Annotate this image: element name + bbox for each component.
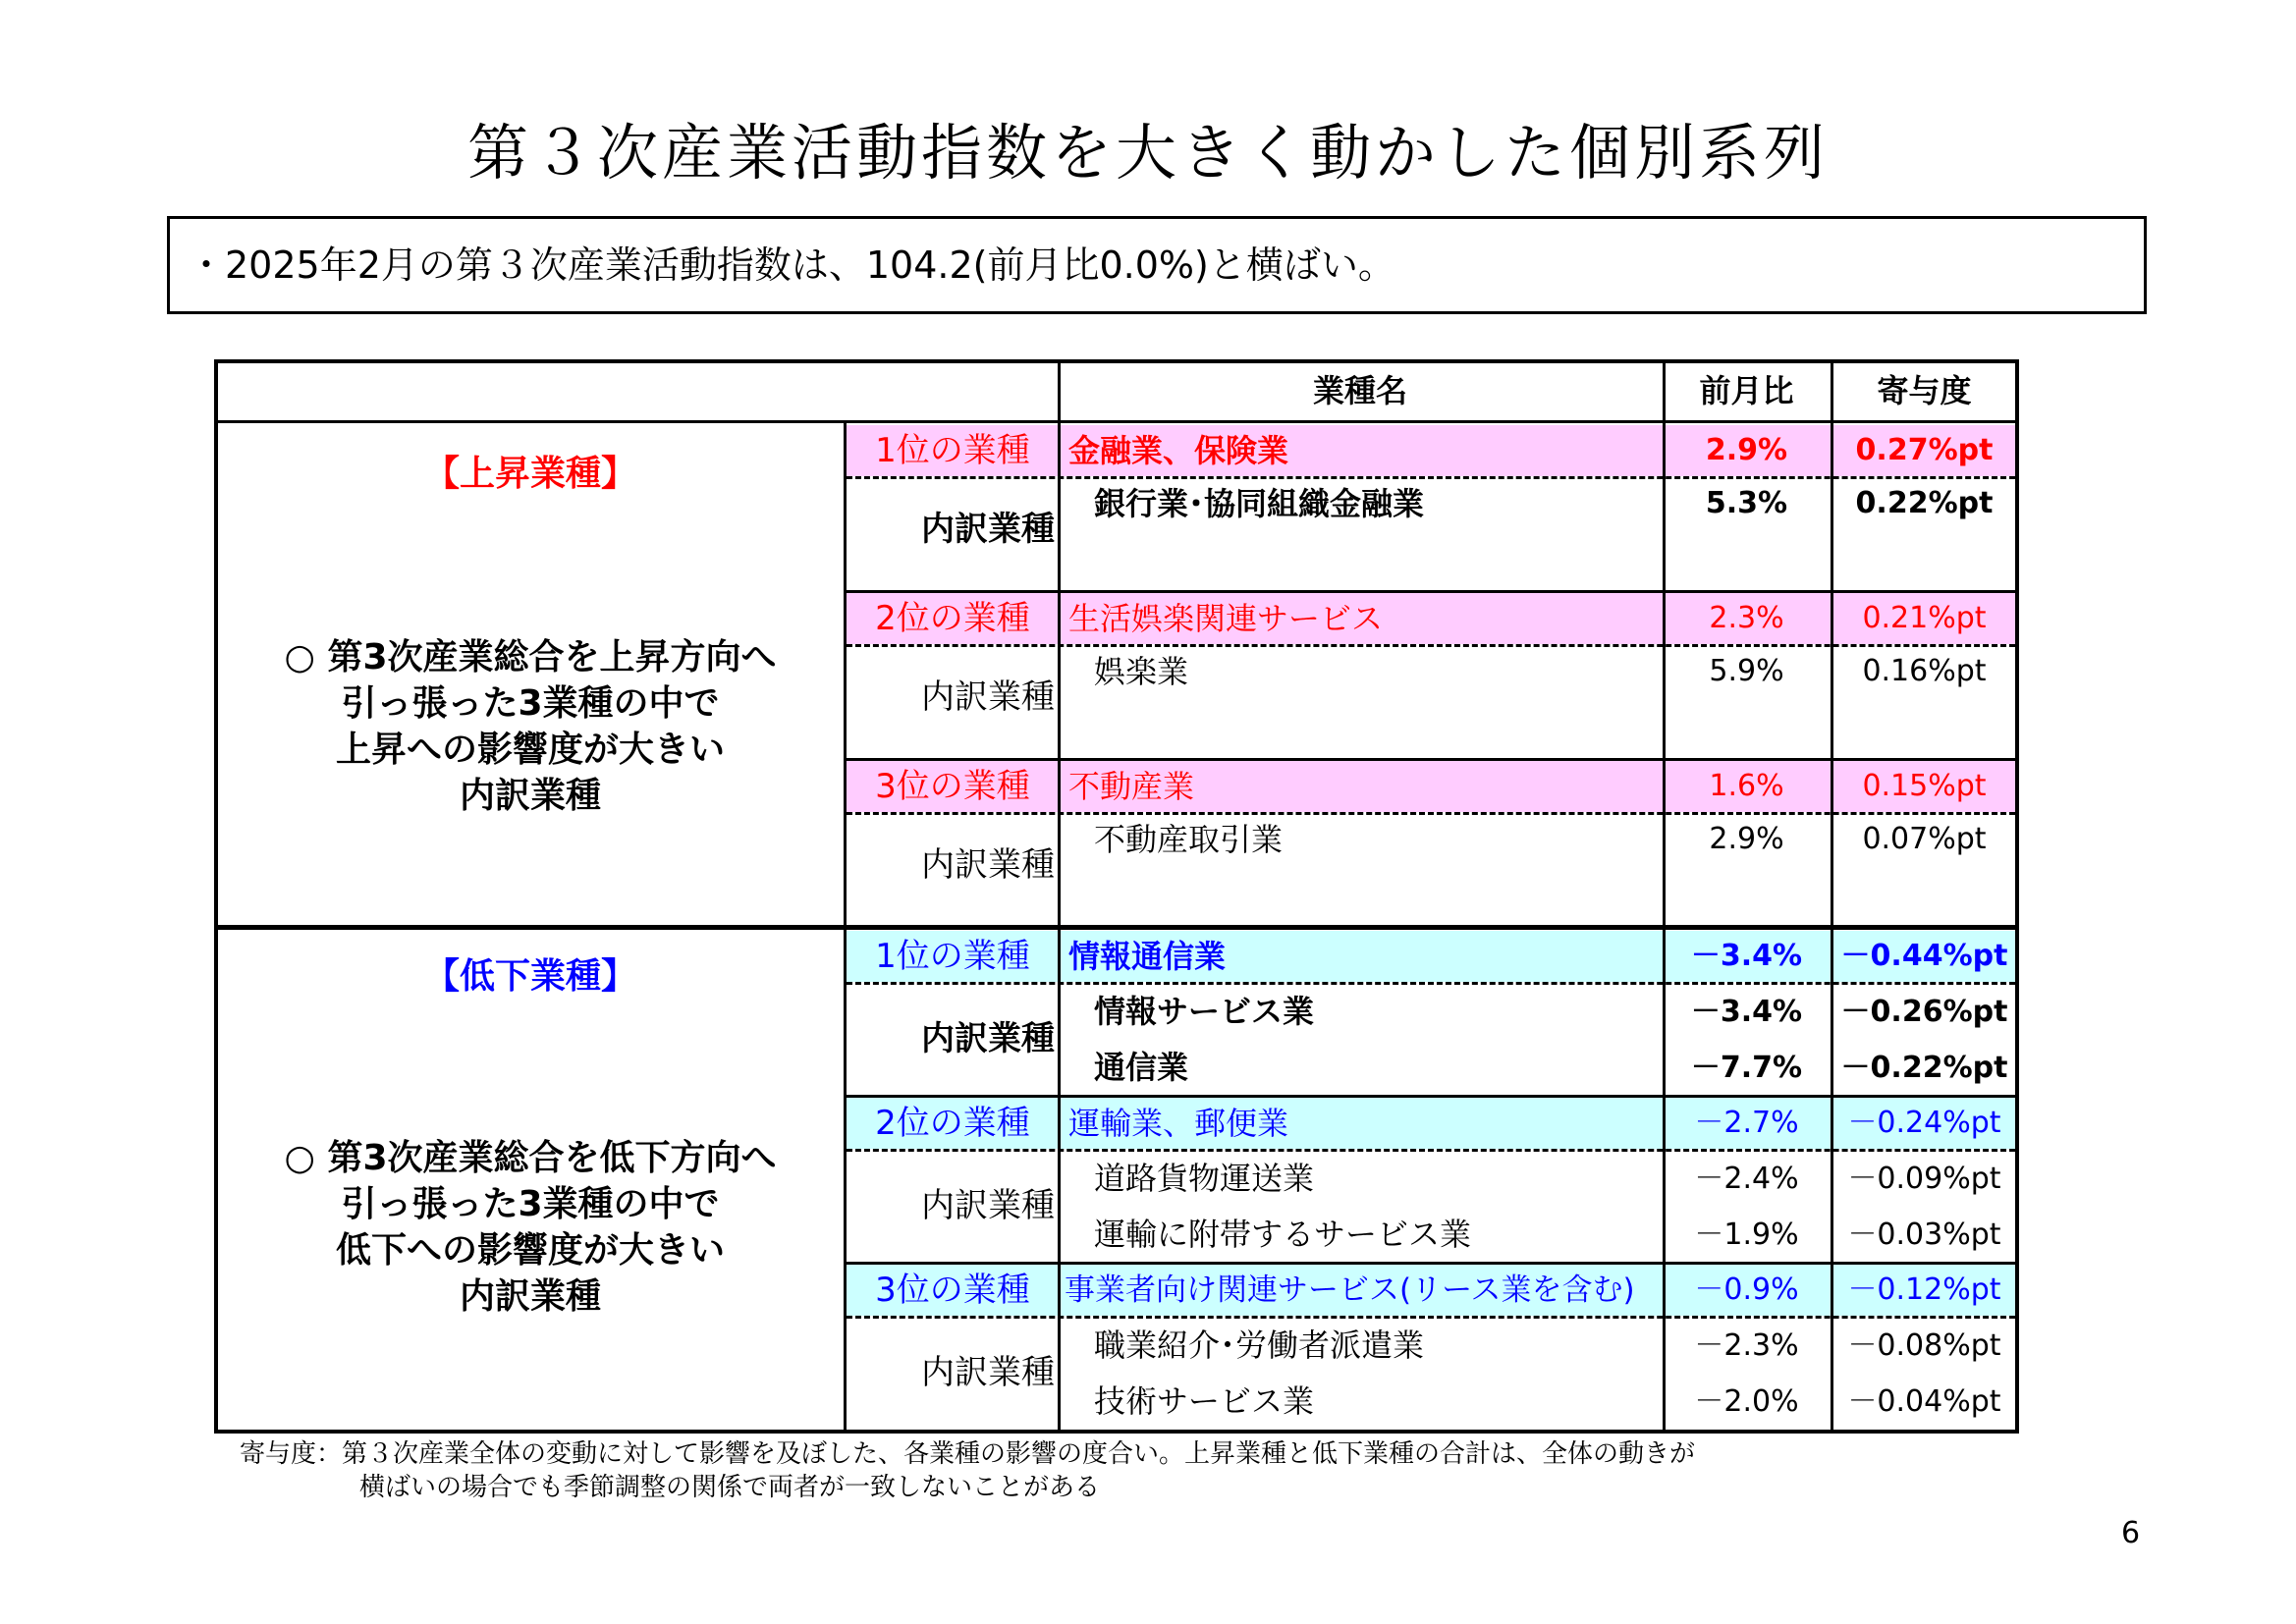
- rise-rank1-label: 1位の業種: [875, 431, 1030, 470]
- rise-section-title: 【上昇業種】: [423, 454, 636, 494]
- fall-section-description: ○ 第3次産業総合を低下方向へ 引っ張った3業種の中で 低下への影響度が大きい 内訳業種: [284, 1138, 777, 1317]
- rise-rank2-sub1-mom: 5.9%: [1709, 654, 1784, 688]
- table-rule: [847, 476, 2015, 479]
- footnote-line-1: 寄与度：第３次産業全体の変動に対して影響を及ぼした、各業種の影響の度合い。上昇業種と低下業種の合計は、全体の動きが: [240, 1439, 1696, 1469]
- rise-rank2-sub1-contribution: 0.16%pt: [1862, 654, 1987, 688]
- fall-rank2-industry: 運輸業、郵便業: [1068, 1105, 1289, 1142]
- rise-rank3-mom: 1.6%: [1709, 769, 1784, 803]
- table-rule: [847, 1095, 2015, 1098]
- summary-text: ・2025年2月の第３次産業活動指数は、104.2(前月比0.0%)と横ばい。: [188, 244, 1395, 287]
- fall-rank1-mom: －3.4%: [1690, 939, 1803, 973]
- fall-section-title: 【低下業種】: [423, 956, 636, 997]
- header-industry: 業種名: [1312, 372, 1407, 409]
- fall-rank2-sub-label: 内訳業種: [921, 1186, 1055, 1225]
- fall-rank3-sub2-contribution: －0.04%pt: [1847, 1384, 2001, 1419]
- rise-rank1-sub1-mom: 5.3%: [1705, 486, 1788, 520]
- rise-rank1-mom: 2.9%: [1705, 433, 1788, 467]
- table-rule: [218, 420, 2015, 423]
- fall-rank2-sub1-contribution: －0.09%pt: [1847, 1162, 2001, 1196]
- rise-section-description: ○ 第3次産業総合を上昇方向へ 引っ張った3業種の中で 上昇への影響度が大きい 内訳業種: [284, 637, 777, 816]
- fall-rank3-sub-label: 内訳業種: [921, 1353, 1055, 1392]
- fall-rank3-sub1-mom: －2.3%: [1694, 1328, 1799, 1363]
- table-rule: [1663, 363, 1666, 1430]
- fall-rank3-sub1-contribution: －0.08%pt: [1847, 1328, 2001, 1363]
- rise-rank2-sub1-name: 娯楽業: [1094, 653, 1189, 690]
- summary-box: [167, 216, 2147, 314]
- rise-rank2-industry: 生活娯楽関連サービス: [1068, 600, 1384, 637]
- fall-rank3-industry: 事業者向け関連サービス(リース業を含む): [1065, 1272, 1635, 1308]
- table-rule: [1058, 363, 1061, 1430]
- header-contribution: 寄与度: [1877, 372, 1972, 409]
- rise-rank1-industry: 金融業、保険業: [1068, 432, 1289, 469]
- fall-rank3-sub2-mom: －2.0%: [1694, 1384, 1799, 1419]
- fall-rank3-mom: －0.9%: [1694, 1272, 1799, 1307]
- rise-rank1-sub1-contribution: 0.22%pt: [1855, 486, 1994, 520]
- fall-rank2-sub1-name: 道路貨物運送業: [1094, 1160, 1315, 1197]
- table-rule: [847, 758, 2015, 761]
- table-rule: [847, 1149, 2015, 1152]
- fall-rank1-industry: 情報通信業: [1068, 938, 1227, 975]
- fall-rank3-sub1-name: 職業紹介･労働者派遣業: [1094, 1326, 1425, 1364]
- rise-rank2-mom: 2.3%: [1709, 601, 1784, 635]
- table-rule: [1831, 363, 1833, 1430]
- fall-rank2-label: 2位の業種: [875, 1104, 1030, 1143]
- rise-rank3-sub1-name: 不動産取引業: [1094, 821, 1284, 858]
- rise-rank1-sub1-name: 銀行業･協同組織金融業: [1094, 485, 1425, 522]
- fall-rank1-sub2-name: 通信業: [1094, 1049, 1189, 1086]
- fall-rank1-sub2-contribution: －0.22%pt: [1840, 1051, 2008, 1085]
- fall-rank1-label: 1位の業種: [875, 937, 1030, 976]
- footnote-line-2: 横ばいの場合でも季節調整の関係で両者が一致しないことがある: [359, 1473, 1101, 1502]
- section-divider: [218, 925, 2015, 930]
- rise-rank3-sub-label: 内訳業種: [921, 845, 1055, 885]
- fall-rank3-label: 3位の業種: [875, 1271, 1030, 1310]
- fall-rank1-sub2-mom: －7.7%: [1690, 1051, 1803, 1085]
- fall-rank2-sub1-mom: －2.4%: [1694, 1162, 1799, 1196]
- page-title: 第３次産業活動指数を大きく動かした個別系列: [466, 117, 1829, 189]
- fall-rank1-sub1-contribution: －0.26%pt: [1840, 995, 2008, 1029]
- fall-rank1-sub-label: 内訳業種: [921, 1019, 1055, 1058]
- table-rule: [847, 982, 2015, 985]
- rise-rank2-sub-label: 内訳業種: [921, 677, 1055, 717]
- fall-rank2-sub2-contribution: －0.03%pt: [1847, 1218, 2001, 1252]
- fall-rank2-sub2-mom: －1.9%: [1694, 1218, 1799, 1252]
- industry-table: [214, 359, 2019, 1434]
- rise-rank3-sub1-contribution: 0.07%pt: [1862, 822, 1987, 856]
- rise-rank3-industry: 不動産業: [1068, 768, 1195, 805]
- footnote: [240, 1437, 1695, 1504]
- fall-rank2-contribution: －0.24%pt: [1847, 1106, 2001, 1140]
- fall-rank3-sub2-name: 技術サービス業: [1094, 1382, 1315, 1420]
- rise-rank2-label: 2位の業種: [875, 599, 1030, 638]
- header-mom: 前月比: [1699, 372, 1794, 409]
- fall-rank2-sub2-name: 運輸に附帯するサービス業: [1094, 1216, 1472, 1253]
- table-rule: [847, 644, 2015, 647]
- rise-rank1-contribution: 0.27%pt: [1855, 433, 1994, 467]
- table-rule: [844, 420, 847, 1430]
- rise-rank3-sub1-mom: 2.9%: [1709, 822, 1784, 856]
- table-rule: [847, 590, 2015, 593]
- rise-rank3-label: 3位の業種: [875, 767, 1030, 806]
- table-rule: [847, 1262, 2015, 1265]
- page-number: 6: [2121, 1516, 2141, 1550]
- fall-rank1-sub1-mom: －3.4%: [1690, 995, 1803, 1029]
- table-rule: [847, 812, 2015, 815]
- table-rule: [847, 1316, 2015, 1319]
- fall-rank1-sub1-name: 情報サービス業: [1094, 993, 1315, 1030]
- fall-rank3-contribution: －0.12%pt: [1847, 1272, 2001, 1307]
- rise-rank2-contribution: 0.21%pt: [1862, 601, 1987, 635]
- fall-rank2-mom: －2.7%: [1694, 1106, 1799, 1140]
- fall-rank1-contribution: －0.44%pt: [1840, 939, 2008, 973]
- rise-rank1-sub-label: 内訳業種: [921, 510, 1055, 549]
- rise-rank3-contribution: 0.15%pt: [1862, 769, 1987, 803]
